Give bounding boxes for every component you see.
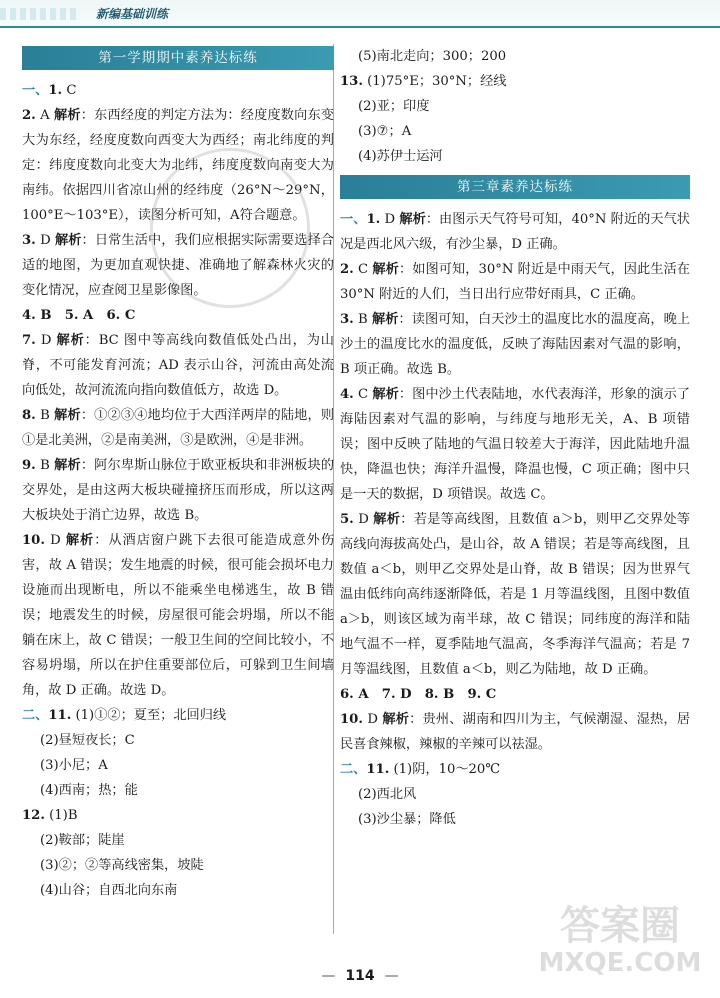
sub-answer: (4)山谷；自西北向东南: [40, 883, 178, 898]
analysis-text: ：从酒店窗户跳下去很可能造成意外伤害，故 A 错误；发生地震的时候，很可能会损坏电力设施而出现断电，所以不能乘坐电梯逃生，故 B 错误；地震发生的时候，房屋很可能会坍塌，所以不能躺在床上，故 C 错误；一般卫生间的空间比较小，不容易坍塌，所以在护住重要部位后，可躲到卫生间墙角，故 D 正确。故选 D。: [22, 533, 335, 698]
analysis-text: ：BC 图中等高线向数值低处凸出，为山脊，不可能发育河流；AD 表示山谷，河流由高处流向低处，故河流流向指向数值低方，故选 D。: [22, 333, 334, 398]
section-number: 二、: [340, 762, 367, 777]
analysis-label: 解析: [65, 533, 95, 548]
answer-item: [22, 703, 334, 728]
answer-item: [340, 757, 690, 782]
sub-answer: (3)小尼；A: [40, 758, 108, 773]
answer-item: [22, 803, 334, 828]
analysis-label: 解析: [399, 212, 426, 227]
analysis-text: ：若是等高线图，且数值 a＞b，则甲乙交界处等高线向海拔高处凸，是山谷，故 A 错误；若是等高线图，且数值 a＜b，则甲乙交界处是山脊，故 B 错误；因为世界气温由低纬向高纬逐渐降低，若是 1 月等温线图，且图中数值 a＞b，则该区域为南半球，故 C 错误；同纬度的海洋和陆地气温不一样，夏季陆地气温高，冬季海洋气温高；若是 7 月等温线图，且数值 a＜b，则乙为陆地，故 D 正确。: [340, 512, 690, 677]
sub-answer: (3)⑦；A: [358, 124, 412, 139]
analysis-text: ：贵州、湖南和四川为主，气候潮湿、湿热，居民喜食辣椒，辣椒的辛辣可以祛湿。: [340, 712, 691, 752]
question-number: 5.: [340, 512, 354, 527]
analysis-text: ：如图可知，30°N 附近是中雨天气，因此生活在 30°N 附近的人们，当日出行应带好雨具，C 正确。: [340, 262, 690, 302]
answer-item: [22, 453, 334, 528]
question-number: 8.: [22, 408, 36, 423]
answer-choice: D: [380, 212, 400, 227]
answer-item: [22, 103, 334, 228]
header-decoration: [0, 8, 80, 20]
page-header: [0, 0, 720, 28]
question-number: 3.: [22, 233, 36, 248]
sub-answer: (2)亚；印度: [358, 99, 430, 114]
sub-answer: (4)西南；热；能: [40, 783, 138, 798]
sub-answer: (2)鞍部；陡崖: [40, 833, 125, 848]
question-number: 10.: [22, 533, 45, 548]
sub-answer: (3)②；②等高线密集，坡陡: [40, 858, 204, 873]
analysis-label: 解析: [54, 408, 81, 423]
answer-line: 6. A 7. D 8. B 9. C: [340, 687, 497, 702]
answer-choice: C: [353, 387, 373, 402]
left-column: [22, 44, 334, 903]
analysis-text: ：①②③④地均位于大西洋两岸的陆地，则①是北美洲，②是南美洲，③是欧洲，④是非洲。: [22, 408, 335, 448]
question-number: 10.: [340, 712, 363, 727]
answer-item: [340, 257, 690, 307]
page-footer: — 114 —: [321, 968, 399, 984]
question-number: 7.: [22, 333, 36, 348]
answer-item: [340, 69, 690, 94]
page-number: 114: [345, 968, 375, 984]
answer-choice: (1)阴，10～20℃: [389, 762, 501, 777]
analysis-label: 解析: [56, 333, 85, 348]
analysis-text: ：阿尔卑斯山脉位于欧亚板块和非洲板块的交界处，是由这两大板块碰撞挤压而形成，所以这两大板块处于消亡边界，故选 B。: [22, 458, 335, 523]
question-number: 1.: [48, 83, 63, 98]
answer-choice: (1)75°E；30°N；经线: [362, 74, 507, 89]
question-number: 2.: [340, 262, 354, 277]
answer-choice: D: [35, 233, 55, 248]
analysis-label: 解析: [372, 312, 399, 327]
analysis-label: 解析: [372, 387, 399, 402]
answer-choice: B: [35, 408, 55, 423]
question-number: 9.: [22, 458, 36, 473]
answer-choice: D: [362, 712, 383, 727]
answer-choice: C: [353, 262, 373, 277]
answer-item: [340, 707, 690, 757]
analysis-label: 解析: [54, 458, 81, 473]
question-number: 3.: [340, 312, 354, 327]
question-number: 1.: [366, 212, 381, 227]
question-number: 11.: [48, 708, 72, 723]
answer-choice: C: [62, 83, 77, 98]
answer-item: [22, 78, 334, 103]
answer-choice: D: [353, 512, 374, 527]
section-banner-midterm: 第一学期期中素养达标练: [22, 46, 334, 70]
answer-choice: A: [35, 108, 54, 123]
sub-answer: (4)苏伊士运河: [358, 149, 443, 164]
analysis-text: ：日常生活中，我们应根据实际需要选择合适的地图，为更加直观快捷、准确地了解森林火灾的变化情况，应查阅卫星影像图。: [22, 233, 334, 298]
answer-choice: D: [44, 533, 66, 548]
sub-answer: (2)西北风: [358, 787, 417, 802]
right-answer-list: [340, 207, 690, 832]
answer-item: [22, 328, 334, 403]
question-number: 4.: [340, 387, 354, 402]
analysis-text: ：由图示天气符号可知，40°N 附近的天气状况是西北风六级，有沙尘暴，D 正确。: [340, 212, 690, 252]
answer-item: [340, 507, 690, 682]
analysis-label: 解析: [373, 512, 401, 527]
answer-line: 4. B 5. A 6. C: [22, 308, 136, 323]
question-number: 13.: [340, 74, 363, 89]
analysis-text: ：读图可知，白天沙土的温度比水的温度高，晚上沙土的温度比水的温度低，反映了海陆因素对气温的影响，B 项正确。故选 B。: [340, 312, 691, 377]
sub-answer: (2)昼短夜长；C: [40, 733, 135, 748]
section-number: 一、: [22, 83, 49, 98]
answer-choice: (1)①②；夏至；北回归线: [71, 708, 227, 723]
right-column: [340, 44, 690, 832]
answer-item: [22, 228, 334, 303]
answer-choice: (1)B: [44, 808, 78, 823]
question-number: 2.: [22, 108, 36, 123]
header-title: 新编基础训练: [96, 7, 169, 21]
answer-item: [22, 528, 334, 703]
answer-item: [22, 403, 334, 453]
analysis-label: 解析: [54, 233, 82, 248]
analysis-label: 解析: [372, 262, 399, 277]
right-top-answer-list: [340, 44, 690, 169]
analysis-text: ：图中沙土代表陆地，水代表海洋，形象的演示了海陆因素对气温的影响，与纬度与地形无关，A、B 项错误；图中反映了陆地的气温日较差大于海洋，因此陆地升温快，降温也快；海洋升温慢，降温也慢，C 项正确；图中只是一天的数据，D 项错误。故选 C。: [340, 387, 691, 502]
question-number: 12.: [22, 808, 45, 823]
answer-choice: D: [35, 333, 57, 348]
answer-choice: B: [35, 458, 55, 473]
question-number: 11.: [366, 762, 390, 777]
analysis-label: 解析: [382, 712, 410, 727]
left-answer-list: [22, 78, 334, 903]
watermark: 答案圈 MXQE.COM: [538, 903, 702, 978]
section-number: 二、: [22, 708, 49, 723]
analysis-label: 解析: [54, 108, 81, 123]
section-number: 一、: [340, 212, 367, 227]
answer-item: [340, 207, 690, 257]
sub-answer: (5)南北走向；300；200: [358, 49, 507, 64]
sub-answer: (3)沙尘暴；降低: [358, 812, 456, 827]
answer-choice: B: [353, 312, 372, 327]
section-banner-chapter3: 第三章素养达标练: [340, 175, 690, 199]
analysis-text: ：东西经度的判定方法为：经度度数向东变大为东经，经度度数向西变大为西经；南北纬度的判定：纬度度数向北变大为北纬，纬度度数向南变大为南纬。依据四川省凉山州的经纬度（26°N～29°N，100°E～103°E），读图分析可知，A符合题意。: [22, 108, 334, 223]
answer-item: [340, 382, 690, 507]
answer-item: [340, 307, 690, 382]
